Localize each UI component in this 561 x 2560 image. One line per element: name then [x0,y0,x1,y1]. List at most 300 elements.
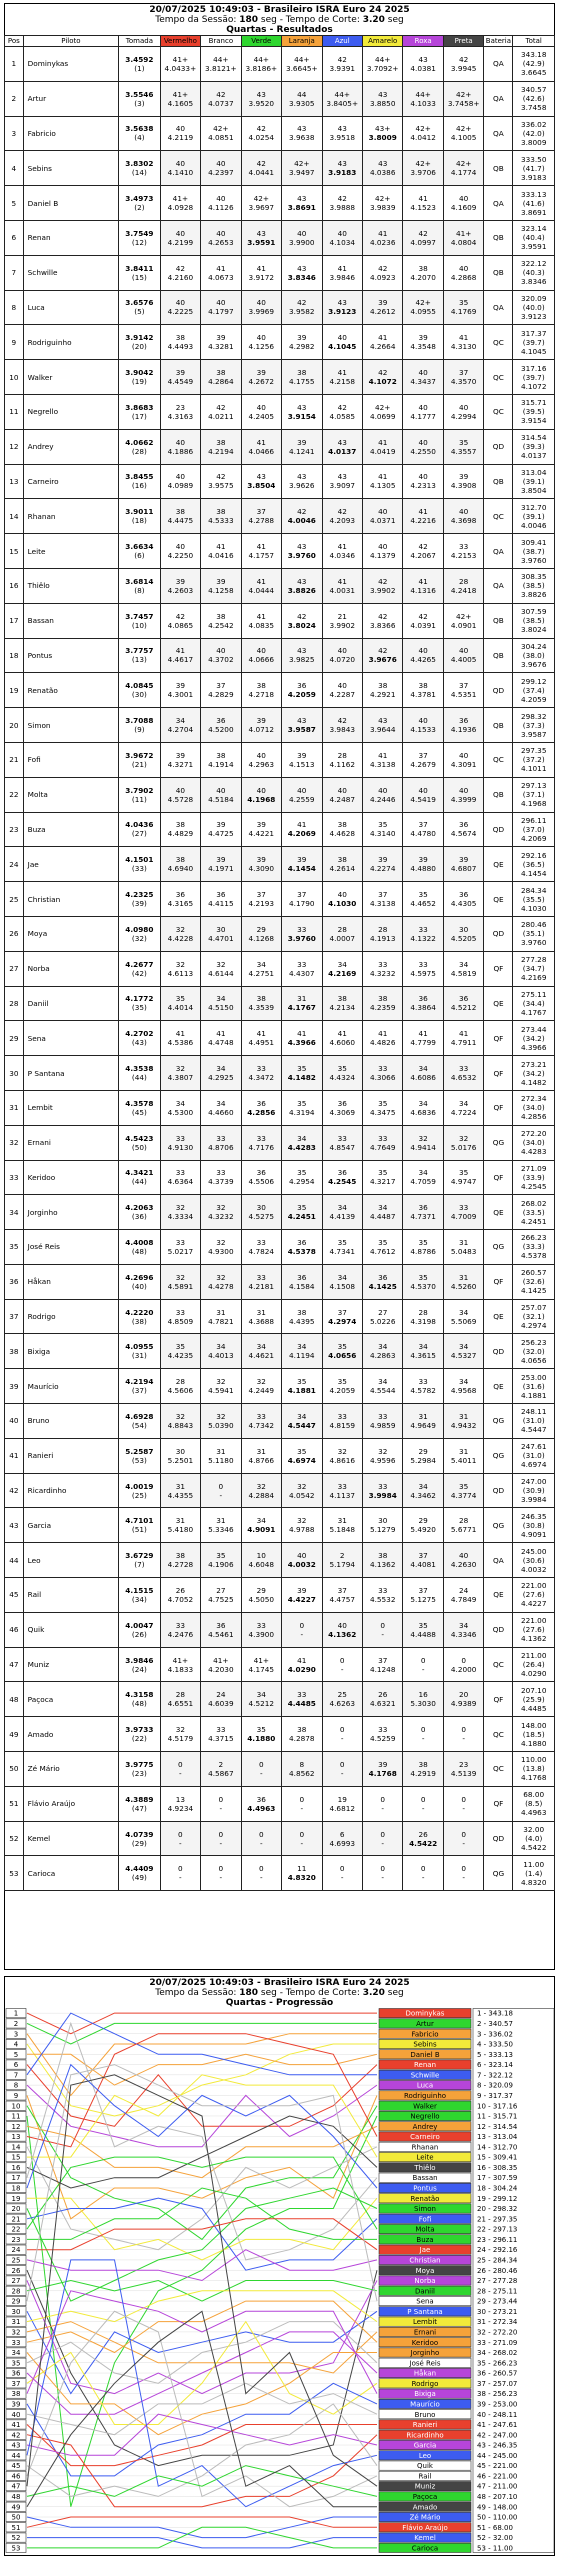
lane-cell: 41 4.6060 [322,1021,362,1056]
driver-name-cell: Sena [23,1021,118,1056]
column-header: Piloto [23,36,118,47]
table-row [5,1612,555,1647]
heat-cell: QA [484,81,513,116]
lane-cell: 38 4.1362 [362,1543,402,1578]
lane-cell: 35 4.1906 [201,1543,241,1578]
lane-cell: 41 4.0444 [241,568,281,603]
lane-cell: 41 4.7911 [443,1021,483,1056]
driver-name-label: Lembit [412,2318,438,2327]
heat-cell: QA [484,1543,513,1578]
lane-cell: 36 4.3864 [403,986,443,1021]
total-cell: 273.21 (34.2) 4.1482 [513,1056,555,1091]
lane-cell: 39 4.4725 [201,812,241,847]
lane-cell: 31 5.1848 [322,1508,362,1543]
position-cell: 30 [5,1056,24,1091]
final-standing-label: 10 - 317.16 [477,2102,518,2111]
lane-cell: 35 4.7341 [322,1230,362,1265]
driver-name-cell: Buza [23,812,118,847]
position-label: 36 [11,2369,21,2378]
lane-cell: 40 4.5728 [160,777,200,812]
final-standing-label: 44 - 245.00 [477,2451,518,2460]
lane-cell: 40 4.1034 [322,220,362,255]
driver-name-label: Ernani [413,2328,437,2337]
driver-name-cell: Jorginho [23,1195,118,1230]
lane-cell: 41 4.4951 [241,1021,281,1056]
position-label: 53 [11,2544,21,2553]
lane-cell: 40 4.2487 [322,777,362,812]
lane-cell: 38 4.3539 [241,986,281,1021]
driver-name-cell: Norba [23,951,118,986]
lane-cell: 41 4.0236 [362,220,402,255]
lane-cell: 42 4.2093 [322,499,362,534]
qualifying-cell: 4.7101 (51) [119,1508,161,1543]
table-row [5,1404,555,1439]
position-cell: 43 [5,1508,24,1543]
lane-cell: 42 4.0997 [403,220,443,255]
final-standing-label: 22 - 297.13 [477,2225,518,2234]
lane-cell: 41 4.0416 [201,534,241,569]
total-cell: 68.00 (8.5) 4.4963 [513,1786,555,1821]
lane-cell: 38 4.2542 [201,603,241,638]
lane-cell: 31 4.7821 [201,1299,241,1334]
position-label: 4 [13,2040,19,2049]
position-cell: 1 [5,47,24,82]
lane-cell: 32 4.5941 [201,1369,241,1404]
total-cell: 272.20 (34.0) 4.4283 [513,1125,555,1160]
total-cell: 307.59 (38.5) 3.8024 [513,603,555,638]
lane-cell: 28 4.3198 [403,1299,443,1334]
lane-cell: 42 4.0737 [201,81,241,116]
lane-cell: 35 4.0656 [322,1334,362,1369]
lane-cell: 34 4.9568 [443,1369,483,1404]
table-row [5,812,555,847]
qualifying-cell: 3.5546 (3) [119,81,161,116]
lane-cell: 41 3.9172 [241,255,281,290]
qualifying-cell: 3.7757 (13) [119,638,161,673]
position-cell: 27 [5,951,24,986]
lane-cell: 43 3.9760 [282,534,322,569]
lane-cell: 43 3.9644 [362,708,402,743]
final-standing-label: 9 - 317.37 [477,2091,513,2100]
lane-cell: 37 4.3138 [362,882,402,917]
lane-cell: 43 3.9825 [282,638,322,673]
lane-cell: 41+ 4.2030 [201,1647,241,1682]
lane-cell: 35 4.4324 [322,1056,362,1091]
total-cell: 340.57 (42.6) 3.7458 [513,81,555,116]
position-cell: 19 [5,673,24,708]
progression-line [27,2404,377,2497]
position-cell: 38 [5,1334,24,1369]
lane-cell: 35 4.4235 [160,1334,200,1369]
total-cell: 317.37 (39.7) 4.1045 [513,325,555,360]
lane-cell: 40 4.1797 [201,290,241,325]
final-standing-label: 37 - 257.07 [477,2379,518,2388]
lane-cell: 41 3.9846 [322,255,362,290]
lane-cell: 34 4.5212 [241,1682,281,1717]
lane-cell: 32 4.3334 [160,1195,200,1230]
lane-cell: 43 3.9591 [241,220,281,255]
lane-cell: 35 4.7612 [362,1230,402,1265]
table-row [5,499,555,534]
driver-name-label: Leo [418,2451,432,2460]
lane-cell: 29 5.4920 [403,1508,443,1543]
heat-cell: QD [484,916,513,951]
table-row [5,1230,555,1265]
qualifying-cell: 4.3889 (47) [119,1786,161,1821]
total-cell: 271.09 (33.9) 4.2545 [513,1160,555,1195]
driver-name-cell: Negrello [23,394,118,429]
driver-name-label: Zé Mário [409,2513,441,2522]
column-header: Amarelo [362,36,402,47]
lane-cell: 0 - [241,1856,281,1891]
lane-cell: 40 4.1126 [201,186,241,221]
lane-cell: 23 4.5139 [443,1752,483,1787]
lane-cell: 42 3.8366 [362,603,402,638]
position-cell: 26 [5,916,24,951]
lane-cell: 42+ 3.7458+ [443,81,483,116]
lane-cell: 41 4.0466 [241,429,281,464]
position-label: 30 [11,2307,21,2316]
lane-cell: 31 4.4355 [160,1473,200,1508]
position-cell: 33 [5,1160,24,1195]
driver-name-label: Sena [416,2297,434,2306]
lane-cell: 11 4.8320 [282,1856,322,1891]
heat-cell: QG [484,1230,513,1265]
total-cell: 257.07 (32.1) 4.2974 [513,1299,555,1334]
driver-name-cell: Håkan [23,1264,118,1299]
lane-cell: 38 4.2070 [403,255,443,290]
lane-cell: 44+ 3.7092+ [362,47,402,82]
final-standing-label: 17 - 307.59 [477,2174,518,2183]
qualifying-cell: 4.2677 (42) [119,951,161,986]
qualifying-cell: 4.3421 (44) [119,1160,161,1195]
table-row [5,220,555,255]
lane-cell: 0 - [443,1856,483,1891]
lane-cell: 40 4.0371 [362,499,402,534]
total-cell: 221.00 (27.6) 4.1362 [513,1612,555,1647]
lane-cell: 39 4.1971 [201,847,241,882]
driver-name-label: Flávio Araújo [402,2523,448,2532]
position-cell: 17 [5,603,24,638]
lane-cell: 35 4.3217 [362,1160,402,1195]
lane-cell: 41 4.1523 [403,186,443,221]
lane-cell: 40 3.9900 [282,220,322,255]
lane-cell: 41 4.2158 [322,360,362,395]
lane-cell: 35 4.4488 [403,1612,443,1647]
table-row [5,325,555,360]
qualifying-cell: 4.2063 (36) [119,1195,161,1230]
total-cell: 322.12 (40.3) 3.8346 [513,255,555,290]
driver-name-label: Carneiro [410,2133,440,2142]
qualifying-cell: 4.0955 (31) [119,1334,161,1369]
lane-cell: 26 4.6321 [362,1682,402,1717]
heat-cell: QG [484,1438,513,1473]
lane-cell: 34 4.2704 [160,708,200,743]
table-row [5,777,555,812]
driver-name-label: Muniz [414,2482,436,2491]
lane-cell: 42 4.0211 [201,394,241,429]
lane-cell: 41 4.1316 [403,568,443,603]
lane-cell: 39 4.2603 [160,568,200,603]
driver-name-cell: Daniel B [23,186,118,221]
table-row [5,1021,555,1056]
lane-cell: 31 4.1767 [282,986,322,1021]
qualifying-cell: 4.3538 (44) [119,1056,161,1091]
total-cell: 314.54 (39.3) 4.0137 [513,429,555,464]
progression-line [27,2383,377,2476]
lane-cell: 33 4.9859 [362,1404,402,1439]
lane-cell: 37 4.2829 [201,673,241,708]
lane-cell: 32 4.6113 [160,951,200,986]
lane-cell: 39 4.3548 [403,325,443,360]
lane-cell: 32 4.6144 [201,951,241,986]
lane-cell: 41 4.0835 [241,603,281,638]
table-row [5,464,555,499]
lane-cell: 41 4.2069 [282,812,322,847]
lane-cell: 43 3.9123 [322,290,362,325]
total-cell: 11.00 (1.4) 4.8320 [513,1856,555,1891]
lane-cell: 38 4.2614 [322,847,362,882]
table-row [5,534,555,569]
final-standing-label: 29 - 273.44 [477,2297,518,2306]
total-cell: 309.41 (38.7) 3.9760 [513,534,555,569]
progression-line [27,2065,377,2302]
lane-cell: 40 4.1030 [322,882,362,917]
table-row [5,708,555,743]
driver-name-label: Walker [413,2102,437,2111]
position-label: 40 [11,2410,21,2419]
lane-cell: 40 4.1256 [241,325,281,360]
position-cell: 15 [5,534,24,569]
heat-cell: QF [484,1682,513,1717]
lane-cell: 39 4.3090 [241,847,281,882]
position-label: 42 [11,2431,21,2440]
lane-cell: 30 5.1279 [362,1508,402,1543]
lane-cell: 42 4.1072 [362,360,402,395]
heat-cell: QD [484,1473,513,1508]
lane-cell: 40 4.1533 [403,708,443,743]
lane-cell: 41 4.3130 [443,325,483,360]
lane-cell: 31 4.9649 [403,1404,443,1439]
lane-cell: 34 4.3346 [443,1612,483,1647]
driver-name-label: Paçoca [412,2493,438,2502]
results-subtitle: Quartas - Resultados [226,25,333,35]
total-cell: 110.00 (13.8) 4.1768 [513,1752,555,1787]
table-row [5,1682,555,1717]
heat-cell: QF [484,1056,513,1091]
qualifying-cell: 3.8411 (15) [119,255,161,290]
lane-cell: 40 4.3437 [403,360,443,395]
lane-cell: 35 4.1881 [282,1369,322,1404]
lane-cell: 32 4.2884 [241,1473,281,1508]
driver-name-label: Renan [413,2061,437,2070]
driver-name-cell: Jae [23,847,118,882]
total-cell: 260.57 (32.6) 4.1425 [513,1264,555,1299]
table-row [5,394,555,429]
heat-cell: QD [484,673,513,708]
final-standing-label: 21 - 297.35 [477,2215,518,2224]
heat-cell: QB [484,708,513,743]
final-standing-label: 5 - 333.13 [477,2050,513,2059]
position-label: 34 [11,2349,21,2358]
final-standing-label: 8 - 320.09 [477,2081,513,2090]
driver-name-label: Rodriguinho [403,2091,447,2100]
lane-cell: 32 4.9788 [282,1508,322,1543]
lane-cell: 0 - [362,1856,402,1891]
lane-cell: 38 4.2718 [241,673,281,708]
table-row [5,568,555,603]
qualifying-cell: 4.6928 (54) [119,1404,161,1439]
heat-cell: QD [484,1334,513,1369]
total-cell: 317.16 (39.7) 4.1072 [513,360,555,395]
qualifying-cell: 3.8455 (16) [119,464,161,499]
lane-cell: 40 4.2868 [443,255,483,290]
lane-cell: 25 4.6263 [322,1682,362,1717]
driver-name-cell: P Santana [23,1056,118,1091]
lane-cell: 10 4.6048 [241,1543,281,1578]
driver-name-label: Quik [417,2462,433,2471]
lane-cell: 0 - [443,1821,483,1856]
table-row [5,1821,555,1856]
progression-line [27,2126,377,2177]
position-label: 29 [11,2297,21,2306]
lane-cell: 39 4.2612 [362,290,402,325]
lane-cell: 40 4.0989 [160,464,200,499]
table-row [5,1578,555,1613]
results-header-row [5,36,555,47]
lane-cell: 42 3.9843 [322,708,362,743]
column-header: Total [513,36,555,47]
position-label: 8 [13,2081,19,2090]
lane-cell: 40 4.3702 [201,638,241,673]
lane-cell: 30 4.5275 [241,1195,281,1230]
qualifying-cell: 4.2220 (38) [119,1299,161,1334]
lane-cell: 32 4.0542 [282,1473,322,1508]
driver-name-label: Fabricio [411,2030,439,2039]
driver-name-cell: Artur [23,81,118,116]
lane-cell: 34 4.4487 [362,1195,402,1230]
driver-name-cell: Zé Mário [23,1752,118,1787]
lane-cell: 34 4.7224 [443,1090,483,1125]
driver-name-label: Thiêlo [414,2163,436,2172]
table-row [5,1125,555,1160]
position-cell: 25 [5,882,24,917]
lane-cell: 34 4.5544 [362,1369,402,1404]
lane-cell: 31 5.4180 [160,1508,200,1543]
lane-cell: 33 4.3066 [362,1056,402,1091]
position-cell: 14 [5,499,24,534]
lane-cell: 27 4.7525 [201,1578,241,1613]
lane-cell: 38 4.5333 [201,499,241,534]
heat-cell: QD [484,812,513,847]
lane-cell: 32 4.8843 [160,1404,200,1439]
lane-cell: 41 4.2216 [403,499,443,534]
driver-name-label: Moya [415,2266,435,2275]
heat-cell: QC [484,1752,513,1787]
heat-cell: QB [484,777,513,812]
driver-name-cell: Bassan [23,603,118,638]
qualifying-cell: 3.8302 (14) [119,151,161,186]
driver-name-cell: Andrey [23,429,118,464]
heat-cell: QE [484,1195,513,1230]
position-cell: 18 [5,638,24,673]
qualifying-cell: 4.5423 (50) [119,1125,161,1160]
lane-cell: 42 4.0923 [362,255,402,290]
lane-cell: 33 4.3739 [201,1160,241,1195]
lane-cell: 38 4.1755 [282,360,322,395]
total-cell: 312.70 (39.1) 4.0046 [513,499,555,534]
driver-name-cell: José Reis [23,1230,118,1265]
heat-cell: QF [484,1786,513,1821]
total-cell: 268.02 (33.5) 4.2451 [513,1195,555,1230]
results-panel [4,3,555,1970]
driver-name-label: P Santana [407,2307,443,2316]
lane-cell: 33 4.3472 [241,1056,281,1091]
heat-cell: QC [484,1647,513,1682]
heat-cell: QB [484,464,513,499]
lane-cell: 41+ 4.0928 [160,186,200,221]
heat-cell: QD [484,1612,513,1647]
total-cell: 266.23 (33.3) 4.5378 [513,1230,555,1265]
lane-cell: 28 4.1162 [322,742,362,777]
final-standing-label: 7 - 322.12 [477,2071,513,2080]
lane-cell: 33 4.1137 [322,1473,362,1508]
heat-cell: QC [484,1717,513,1752]
heat-cell: QF [484,1264,513,1299]
lane-cell: 0 - [282,1786,322,1821]
driver-name-cell: Keridoo [23,1160,118,1195]
driver-name-label: Sebins [413,2040,437,2049]
lane-cell: 39 4.6807 [443,847,483,882]
lane-cell: 28 4.5606 [160,1369,200,1404]
lane-cell: 37 4.3570 [443,360,483,395]
position-label: 50 [11,2513,21,2522]
final-standing-label: 1 - 343.18 [477,2009,513,2018]
lane-cell: 40 4.5184 [201,777,241,812]
qualifying-cell: 4.2696 (40) [119,1264,161,1299]
lane-cell: 31 5.1180 [201,1438,241,1473]
driver-name-cell: Rodriguinho [23,325,118,360]
qualifying-cell: 3.9846 (24) [119,1647,161,1682]
position-cell: 53 [5,1856,24,1891]
lane-cell: 44+ 4.1033 [403,81,443,116]
lane-cell: 33 4.6364 [160,1160,200,1195]
lane-cell: 32 4.9596 [362,1438,402,1473]
position-label: 26 [11,2266,21,2275]
qualifying-cell: 4.4008 (48) [119,1230,161,1265]
lane-cell: 38 4.3781 [403,673,443,708]
driver-name-cell: Renatão [23,673,118,708]
lane-cell: 41 4.0346 [322,534,362,569]
progression-line [27,2034,377,2147]
qualifying-cell: 3.9011 (18) [119,499,161,534]
table-row [5,1438,555,1473]
lane-cell: 41 4.3138 [362,742,402,777]
total-cell: 299.12 (37.4) 4.2059 [513,673,555,708]
total-cell: 247.61 (31.0) 4.6974 [513,1438,555,1473]
lane-cell: 39 4.4549 [160,360,200,395]
final-standing-label: 50 - 110.00 [477,2513,518,2522]
lane-cell: 40 4.2405 [241,394,281,429]
lane-cell: 31 4.5260 [443,1264,483,1299]
driver-name-label: Leite [416,2153,434,2162]
lane-cell: 36 4.1425 [362,1264,402,1299]
lane-cell: 0 - [201,1856,241,1891]
final-standing-label: 6 - 323.14 [477,2061,513,2070]
position-label: 9 [13,2091,19,2100]
heat-cell: QA [484,186,513,221]
final-standing-label: 48 - 207.10 [477,2493,518,2502]
